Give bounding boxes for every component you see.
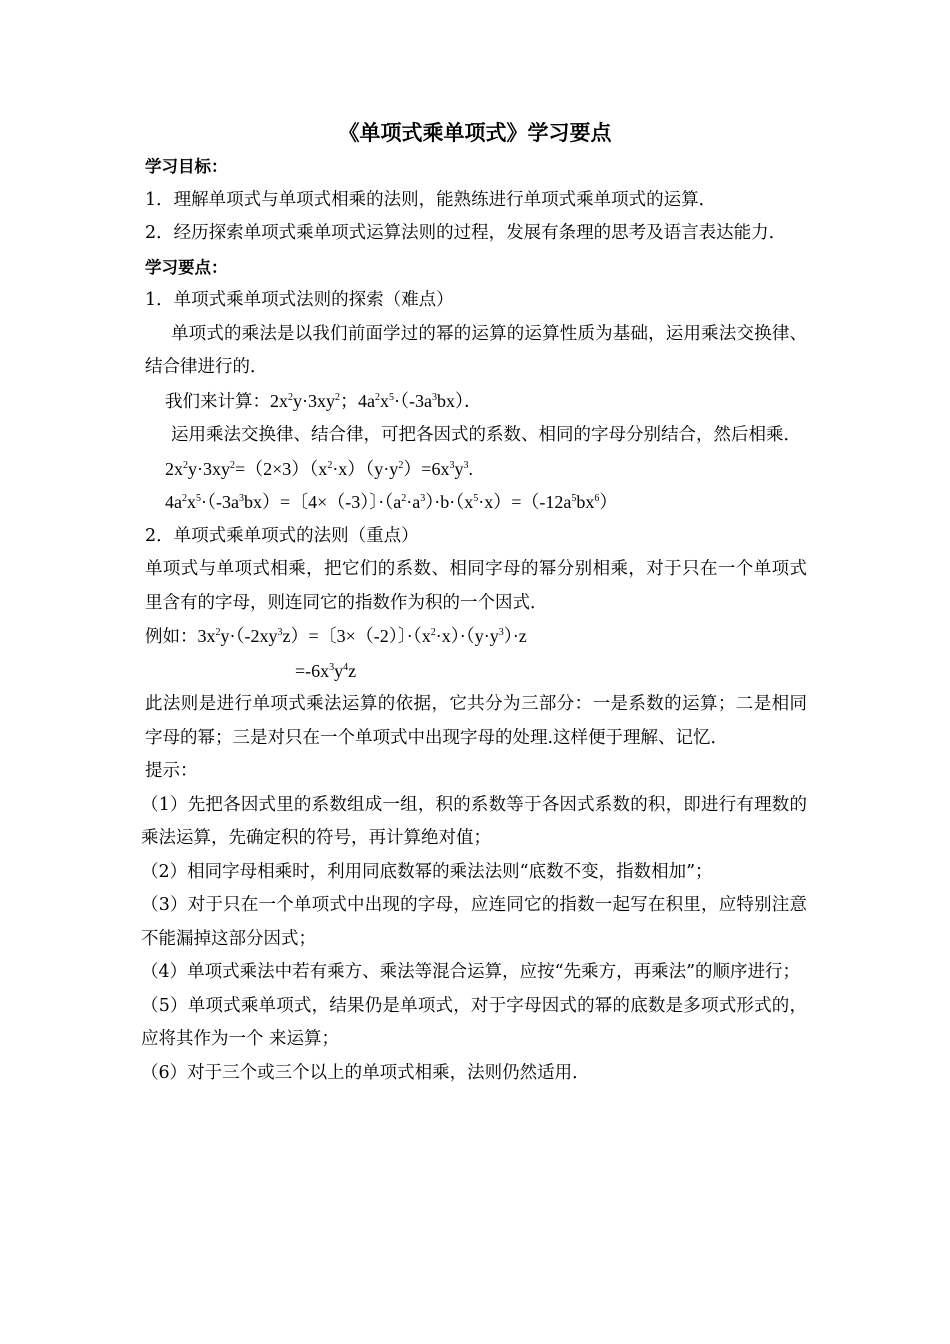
objective-item: 1．理解单项式与单项式相乘的法则，能熟练进行单项式乘单项式的运算． — [145, 189, 717, 210]
tips-heading: 提示： — [145, 761, 198, 781]
section2-summary: 此法则是进行单项式乘法运算的依据，它共分为三部分：一是系数的运算；二是相同字母的幂；三是对只在一个单项式中出现字母的处理.这样便于理解、记忆． — [145, 694, 807, 748]
section2-rule: 单项式与单项式相乘，把它们的系数、相同字母的幂分别相乘，对于只在一个单项式里含有的字母，则连同它的指数作为积的一个因式． — [145, 559, 807, 613]
tip-item: （1）先把各因式里的系数组成一组，积的系数等于各因式系数的积，即进行有理数的乘法运算，先确定积的符号，再计算绝对值； — [141, 794, 807, 848]
calc-label: 我们来计算： — [165, 391, 270, 412]
tip-item: （6）对于三个或三个以上的单项式相乘，法则仍然适用． — [141, 1062, 590, 1083]
tip-item: （5）单项式乘单项式，结果仍是单项式，对于字母因式的幂的底数是多项式形式的，应将其作为一个 来运算； — [141, 995, 807, 1049]
section2-heading: 2．单项式乘单项式的法则（重点） — [145, 525, 419, 546]
section1-intro: 单项式的乘法是以我们前面学过的幂的运算的运算性质为基础，运用乘法交换律、结合律进行的． — [145, 323, 807, 377]
example-line — [145, 620, 807, 655]
calc-expression: $2x^2y\cdot 3xy^2$；$4a^2x^5\cdot(-3a^3bx)$． — [270, 390, 482, 411]
section1-explain: 运用乘法交换律、结合律，可把各因式的系数、相同的字母分别结合，然后相乘． — [171, 425, 801, 445]
tip-item: （3）对于只在一个单项式中出现的字母，应连同它的指数一起写在积里，应特别注意不能漏掉这部分因式； — [141, 895, 807, 949]
example-result: $=-6x^3y^4z$ — [295, 660, 357, 681]
keypoints-heading: 学习要点： — [145, 257, 228, 277]
section1-heading: 1．单项式乘单项式法则的探索（难点） — [145, 290, 454, 310]
tip-item: （4）单项式乘法中若有乘方、乘法等混合运算，应按“先乘方，再乘法”的顺序进行； — [141, 962, 801, 982]
example-expression: $3x^2y\cdot(-2xy^3z)=$〔3×（-2）〕$\cdot(x^2\cdot x)\cdot(y\cdot y^3)\cdot z$ — [197, 626, 527, 646]
formula-line-2: $4a^2x^5\cdot(-3a^3bx)=$〔4×（-3）〕$\cdot(a^2\cdot a^3)\cdot b\cdot(x^5\cdot x)=(-12a^5bx^6)$ — [165, 492, 618, 512]
calc-line — [145, 385, 807, 420]
objective-item: 2．经历探索单项式乘单项式运算法则的过程，发展有条理的思考及语言表达能力． — [145, 223, 787, 243]
example-label: 例如： — [145, 627, 198, 647]
page-title: 《单项式乘单项式》学习要点 — [338, 121, 612, 145]
objectives-heading: 学习目标： — [145, 157, 228, 176]
document-body — [141, 150, 807, 1090]
formula-line-1: $2x^2y\cdot 3xy^2=(2\times 3)(x^2\cdot x)(y\cdot y^2)=6x^3y^3$. — [165, 458, 473, 479]
tip-item: （2）相同字母相乘时，利用同底数幂的乘法法则“底数不变，指数相加”； — [141, 861, 713, 882]
